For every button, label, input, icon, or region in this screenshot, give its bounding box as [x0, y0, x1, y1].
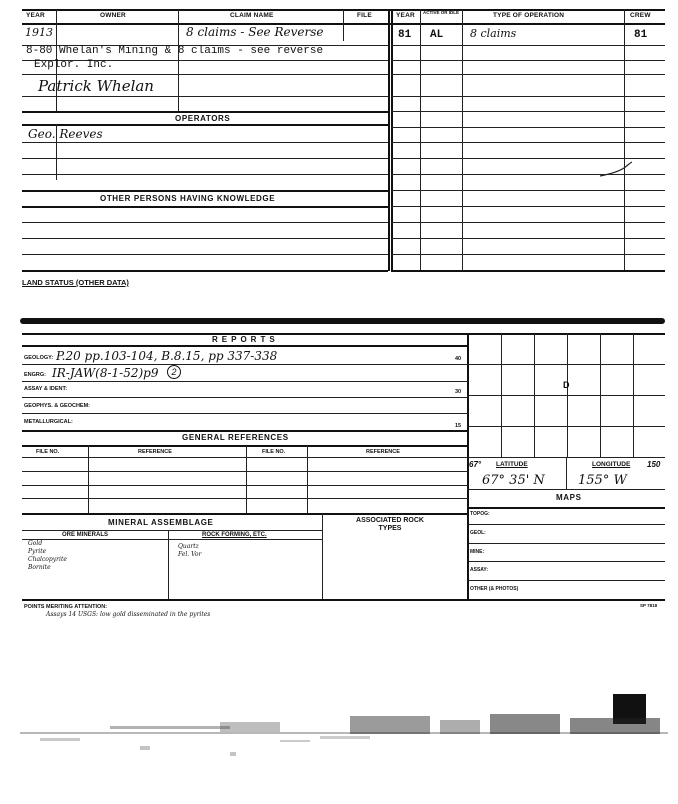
- maps-topog: TOPOG:: [470, 511, 490, 517]
- lat-prefix: 67°: [469, 460, 482, 469]
- ore-mineral-pyrite: Pyrite: [28, 548, 47, 555]
- geology-label: GEOLOGY:: [24, 355, 54, 361]
- engrg-value: IR-JAW(8-1-52)p9: [52, 366, 159, 380]
- assay-label: ASSAY & IDENT:: [24, 386, 68, 392]
- owner-line-2: Explor. Inc.: [34, 59, 114, 71]
- header-crew: CREW: [630, 12, 651, 19]
- gr-col-ref-1: REFERENCE: [138, 449, 172, 455]
- engrg-label: ENGRG:: [24, 372, 46, 378]
- others-title: OTHER PERSONS HAVING KNOWLEDGE: [100, 194, 276, 203]
- ore-mineral-chalcopyrite: Chalcopyrite: [28, 556, 67, 563]
- ore-minerals-list: [28, 540, 67, 572]
- gr-col-ref-2: REFERENCE: [366, 449, 400, 455]
- header-year: YEAR: [26, 12, 45, 19]
- engrg-circled-number: 2: [167, 365, 181, 379]
- land-status-label: LAND STATUS (OTHER DATA): [22, 278, 129, 287]
- header-active-or-idle: ACTIVE OR IDLE: [422, 10, 459, 15]
- points-label: POINTS MERITING ATTENTION:: [24, 604, 108, 610]
- maps-mine: MINE:: [470, 549, 485, 555]
- right-status: AL: [430, 29, 444, 41]
- header-type-of-operation: TYPE OF OPERATION: [493, 12, 565, 19]
- geophys-label: GEOPHYS. & GEOCHEM:: [24, 403, 91, 409]
- rock-forming-header: ROCK FORMING, ETC.: [202, 532, 267, 538]
- metallurgical-number: 15: [455, 423, 462, 429]
- operator-name: Geo. Reeves: [28, 127, 103, 141]
- header-claim-name: CLAIM NAME: [230, 12, 274, 19]
- longitude-label: LONGITUDE: [592, 461, 631, 468]
- operators-title: OPERATORS: [175, 114, 231, 123]
- latitude-value: 67° 35' N: [482, 473, 545, 488]
- general-references-title: GENERAL REFERENCES: [182, 433, 289, 442]
- maps-title: MAPS: [556, 493, 582, 502]
- lon-suffix: 150: [647, 460, 661, 469]
- claim-name-1: 8 claims - See Reverse: [186, 25, 324, 39]
- gr-col-file-2: FILE NO.: [262, 449, 286, 455]
- mineral-title: MINERAL ASSEMBLAGE: [108, 518, 214, 527]
- points-note: Assays 14 USGS: low gold disseminated in the pyrites: [46, 611, 211, 618]
- form-number: SP 7818: [640, 603, 658, 608]
- geology-number: 40: [455, 356, 462, 362]
- gr-col-file-1: FILE NO.: [36, 449, 60, 455]
- maps-geol: GEOL:: [470, 530, 486, 536]
- owner-line-1: 8-80 Whelan's Mining & 8 claims - see reverse: [26, 45, 324, 57]
- ore-mineral-gold: Gold: [28, 540, 43, 547]
- rock-forming-list: [178, 543, 201, 559]
- owner-year: 1913: [25, 26, 53, 39]
- latitude-label: LATITUDE: [496, 461, 528, 468]
- assoc-rock-title: ASSOCIATED ROCK TYPES: [356, 517, 424, 532]
- header-file: FILE: [357, 12, 372, 19]
- header-year-2: YEAR: [396, 12, 415, 19]
- assay-number: 30: [455, 389, 462, 395]
- reports-heavy-rule: [20, 318, 665, 324]
- ore-mineral-bornite: Bornite: [28, 564, 51, 571]
- right-operation: 8 claims: [470, 27, 517, 40]
- longitude-value: 155° W: [578, 473, 627, 488]
- grid-marker: D: [563, 380, 570, 390]
- metallurgical-label: METALLURGICAL:: [24, 419, 73, 425]
- header-owner: OWNER: [100, 12, 126, 19]
- right-crew: 81: [634, 29, 648, 41]
- geology-value: P.20 pp.103-104, B.8.15, pp 337-338: [56, 349, 278, 363]
- maps-other: OTHER (& PHOTOS): [470, 586, 519, 592]
- ore-minerals-header: ORE MINERALS: [62, 532, 109, 538]
- owner-signature: Patrick Whelan: [38, 77, 154, 95]
- scan-noise-band: [20, 712, 668, 762]
- right-year: 81: [398, 29, 412, 41]
- reports-title: REPORTS: [212, 335, 279, 344]
- rock-fel-vor: Fel. Vor: [178, 551, 202, 558]
- maps-assay: ASSAY:: [470, 567, 489, 573]
- rock-quartz: Quartz: [178, 543, 199, 550]
- pen-checkmark: [598, 160, 638, 180]
